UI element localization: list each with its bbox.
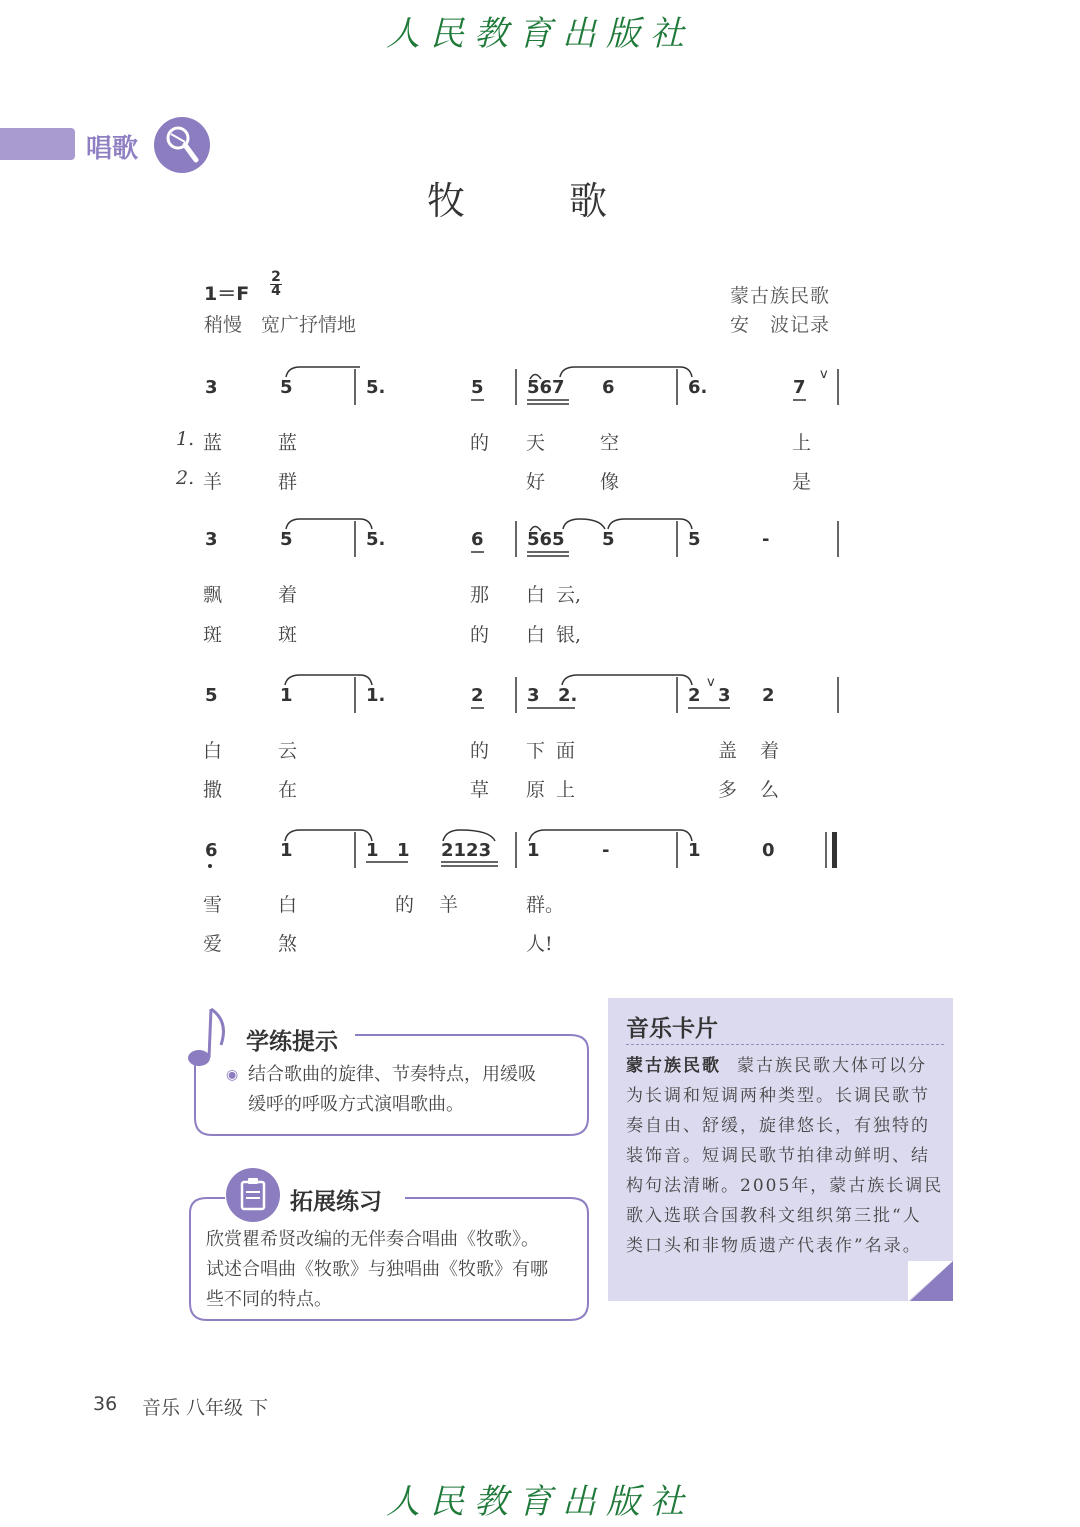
lyric: 天 xyxy=(526,432,546,454)
card-line: 构句法清晰。2005年，蒙古族长调民 xyxy=(626,1176,944,1196)
lyric: 多 xyxy=(718,779,738,801)
note: 5 xyxy=(688,529,701,550)
slur xyxy=(286,367,360,377)
card-title: 音乐卡片 xyxy=(626,1016,718,1042)
lyric: 白 xyxy=(526,584,546,606)
lyric: 盖 xyxy=(718,740,738,762)
note: 1 xyxy=(527,840,540,861)
lyric: 羊 xyxy=(439,894,459,916)
lyric: 在 xyxy=(278,779,298,801)
lyric: 好 xyxy=(526,471,546,493)
lyric: 云 xyxy=(278,740,298,762)
tips-line: 缓呼的呼吸方式演唱歌曲。 xyxy=(248,1094,464,1115)
note: 3 xyxy=(527,685,540,706)
lyric: 上 xyxy=(556,779,576,801)
note: 5. xyxy=(366,529,386,550)
note: 3 xyxy=(718,685,731,706)
note: 2 xyxy=(471,685,484,706)
lyric: 么 xyxy=(760,779,780,801)
publisher-logo-bottom: 人民教育出版社 xyxy=(386,1482,694,1522)
lyric: 面 xyxy=(556,740,576,762)
note: - xyxy=(762,529,770,550)
lyric: 爱 xyxy=(203,933,223,955)
key-signature: 1＝F xyxy=(204,283,250,305)
note: 5 xyxy=(205,685,218,706)
lyric: 斑 xyxy=(278,624,298,646)
lyric: 草 xyxy=(470,779,490,801)
time-numerator: 2 xyxy=(271,269,281,285)
lyric: 煞 xyxy=(278,933,298,955)
lyric: 斑 xyxy=(203,624,223,646)
slur xyxy=(560,367,692,377)
note: 5 xyxy=(280,377,293,398)
card-term: 蒙古族民歌 xyxy=(626,1056,721,1076)
tips-title: 学练提示 xyxy=(246,1029,338,1055)
final-bar-thick xyxy=(832,832,837,868)
lyric: 下 xyxy=(526,740,546,762)
card-line: 装饰音。短调民歌节拍律动鲜明、结 xyxy=(626,1146,930,1166)
note: 6 xyxy=(205,840,218,861)
tips-bullet: ◉ xyxy=(226,1067,239,1083)
note: 1 xyxy=(397,840,410,861)
note: 2 xyxy=(762,685,775,706)
lyric: 上 xyxy=(792,432,812,454)
lyric: 群。 xyxy=(526,894,565,916)
note: 1 xyxy=(688,840,701,861)
note: - xyxy=(602,840,610,861)
lyric: 的 xyxy=(470,432,490,454)
note: 5 xyxy=(471,377,484,398)
breath-mark: v xyxy=(707,675,715,690)
book-title: 音乐 八年级 下 xyxy=(142,1397,269,1419)
slur xyxy=(530,375,541,380)
note: 5 xyxy=(602,529,615,550)
music-card xyxy=(608,998,953,1301)
slur xyxy=(530,527,541,532)
tips-line: 结合歌曲的旋律、节奏特点，用缓吸 xyxy=(248,1064,536,1085)
note: 6 xyxy=(471,529,484,550)
lyric: 那 xyxy=(470,584,490,606)
practice-line: 些不同的特点。 xyxy=(206,1289,332,1310)
card-corner-fold xyxy=(908,1261,953,1301)
note: 7 xyxy=(793,377,806,398)
lyric: 白 xyxy=(203,740,223,762)
note: 565 xyxy=(527,529,565,550)
note: 567 xyxy=(527,377,565,398)
breath-mark: v xyxy=(820,367,828,382)
slur xyxy=(285,830,372,841)
lyric: 云, xyxy=(556,584,582,606)
lyric: 1. xyxy=(176,428,195,450)
note: 1 xyxy=(366,840,379,861)
lyric: 人! xyxy=(526,933,553,955)
song-origin: 蒙古族民歌 xyxy=(730,285,831,307)
practice-title: 拓展练习 xyxy=(290,1189,382,1215)
lyric: 是 xyxy=(792,471,812,493)
card-line: 蒙古族民歌大体可以分 xyxy=(737,1056,927,1076)
slur xyxy=(608,519,692,529)
lyric: 雪 xyxy=(203,894,223,916)
lyric: 飘 xyxy=(203,584,223,606)
section-label: 唱歌 xyxy=(86,134,139,164)
lyric: 羊 xyxy=(203,471,223,493)
note: 0 xyxy=(762,840,775,861)
note: 2. xyxy=(558,685,578,706)
card-line: 类口头和非物质遗产代表作”名录。 xyxy=(626,1236,922,1256)
lyric: 原 xyxy=(526,779,546,801)
lyric: 白 xyxy=(526,624,546,646)
card-body xyxy=(626,1051,951,1261)
slur xyxy=(443,830,495,841)
card-line: 为长调和短调两种类型。长调民歌节 xyxy=(626,1086,930,1106)
clipboard-icon xyxy=(226,1168,280,1222)
slur xyxy=(562,675,692,685)
practice-line: 试述合唱曲《牧歌》与独唱曲《牧歌》有哪 xyxy=(206,1259,548,1280)
note: 1 xyxy=(280,685,293,706)
lyric: 着 xyxy=(278,584,298,606)
slur xyxy=(529,830,692,841)
card-divider xyxy=(626,1044,944,1045)
lyric: 银, xyxy=(556,624,582,646)
lyric: 白 xyxy=(278,894,298,916)
card-line: 歌入选联合国教科文组织第三批“人 xyxy=(626,1206,922,1226)
publisher-logo-top: 人民教育出版社 xyxy=(386,14,694,54)
note: 6 xyxy=(602,377,615,398)
lyric: 蓝 xyxy=(203,432,223,454)
note: 2 xyxy=(688,685,701,706)
card-line: 奏自由、舒缓，旋律悠长，有独特的 xyxy=(626,1116,930,1136)
lyric: 的 xyxy=(470,624,490,646)
lyric: 2. xyxy=(176,467,195,489)
slur xyxy=(563,519,605,529)
lyric: 的 xyxy=(395,894,415,916)
tips-text xyxy=(248,1060,536,1120)
note: 3 xyxy=(205,529,218,550)
note: 1 xyxy=(280,840,293,861)
slur xyxy=(286,519,372,529)
lyric: 着 xyxy=(760,740,780,762)
lyric: 蓝 xyxy=(278,432,298,454)
time-denominator: 4 xyxy=(271,283,281,299)
tempo-marking: 稍慢 宽广抒情地 xyxy=(204,314,357,336)
note: 2123 xyxy=(441,840,492,861)
practice-line: 欣赏瞿希贤改编的无伴奏合唱曲《牧歌》。 xyxy=(206,1229,539,1250)
lyric: 的 xyxy=(470,740,490,762)
note: 5. xyxy=(366,377,386,398)
practice-text xyxy=(206,1225,548,1315)
lyric: 空 xyxy=(600,432,620,454)
lyric: 撒 xyxy=(203,779,223,801)
song-title: 牧 歌 xyxy=(426,179,654,223)
note: 1. xyxy=(366,685,386,706)
lyric: 群 xyxy=(278,471,298,493)
note: 3 xyxy=(205,377,218,398)
song-recorder: 安 波记录 xyxy=(730,314,831,336)
note: 6. xyxy=(688,377,708,398)
slur xyxy=(285,675,372,685)
lyric: 像 xyxy=(600,471,620,493)
page-number: 36 xyxy=(93,1393,118,1415)
note: 5 xyxy=(280,529,293,550)
lower-octave-dot xyxy=(208,864,212,868)
